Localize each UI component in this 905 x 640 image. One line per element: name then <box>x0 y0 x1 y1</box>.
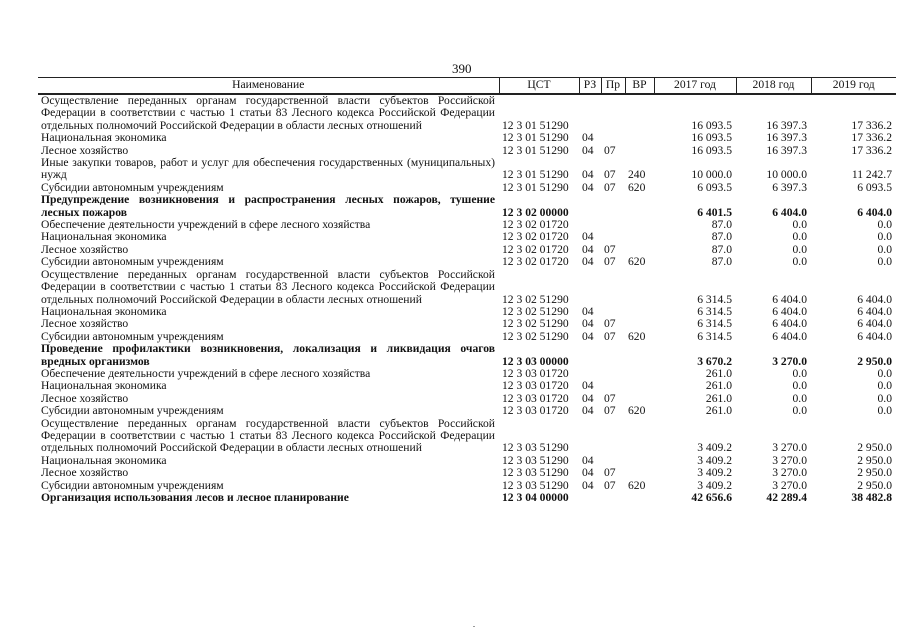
row-rz <box>579 194 601 219</box>
row-pr <box>601 380 625 392</box>
row-vr <box>625 145 654 157</box>
row-2017: 3 409.2 <box>697 466 732 480</box>
header-2019: 2019 год <box>811 78 896 95</box>
table-row <box>38 492 896 504</box>
row-2018: 0.0 <box>792 366 807 380</box>
row-2018: 3 270.0 <box>772 478 807 492</box>
row-2018: 16 397.3 <box>766 131 807 145</box>
row-cst: 12 3 01 51290 <box>502 131 569 145</box>
row-2018: 6 404.0 <box>772 205 807 219</box>
row-2018: 10 000.0 <box>766 168 807 182</box>
row-2017: 16 093.5 <box>691 131 732 145</box>
row-cst: 12 3 01 51290 <box>502 168 569 182</box>
table-row <box>38 306 896 318</box>
row-vr <box>625 94 654 132</box>
row-vr <box>625 194 654 219</box>
row-vr <box>625 492 654 504</box>
table-row <box>38 318 896 330</box>
table-row <box>38 405 896 417</box>
table-body <box>38 94 896 504</box>
row-rz: 04 <box>582 230 594 244</box>
row-2019: 6 404.0 <box>857 317 892 331</box>
row-name: Проведение профилактики возникновения, локализация и ликвидация очагов вредных организмов <box>41 342 495 368</box>
row-2017: 3 409.2 <box>697 453 732 467</box>
row-2019: 17 336.2 <box>851 131 892 145</box>
row-vr: 620 <box>628 180 646 194</box>
row-2017: 3 409.2 <box>697 441 732 455</box>
row-name: Осуществление переданных органам государственной власти субъектов Российской Федерации в соответствии с частью 1 статьи 83 Лесного кодекса Российской Федерации отдельных полномочий Российской Федерации в области лесных отношений <box>41 267 495 306</box>
row-2019: 17 336.2 <box>851 143 892 157</box>
row-2019: 0.0 <box>877 230 892 244</box>
scan-mark <box>473 626 475 627</box>
row-2019: 6 404.0 <box>857 329 892 343</box>
row-name: Предупреждение возникновения и распространения лесных пожаров, тушение лесных пожаров <box>41 193 495 219</box>
header-2018: 2018 год <box>736 78 811 95</box>
row-name: Лесное хозяйство <box>41 317 129 331</box>
row-cst: 12 3 02 01720 <box>502 218 569 232</box>
row-2017: 261.0 <box>705 391 732 405</box>
row-rz: 04 <box>582 453 594 467</box>
row-cst: 12 3 02 51290 <box>502 329 569 343</box>
row-vr <box>625 231 654 243</box>
row-rz: 04 <box>582 242 594 256</box>
row-pr: 07 <box>604 255 616 269</box>
row-2017: 6 401.5 <box>697 205 732 219</box>
row-cst: 12 3 03 01720 <box>502 366 569 380</box>
row-rz: 04 <box>582 329 594 343</box>
row-2018: 0.0 <box>792 218 807 232</box>
row-2017: 6 314.5 <box>697 329 732 343</box>
row-2019: 2 950.0 <box>857 466 892 480</box>
row-2017: 42 656.6 <box>691 491 732 504</box>
row-2018: 3 270.0 <box>772 441 807 455</box>
table-row <box>38 132 896 144</box>
table-row <box>38 343 896 368</box>
row-name: Лесное хозяйство <box>41 143 129 157</box>
table-row <box>38 231 896 243</box>
row-2019: 2 950.0 <box>857 478 892 492</box>
row-cst: 12 3 03 01720 <box>502 404 569 418</box>
row-vr <box>625 219 654 231</box>
header-cst: ЦСТ <box>499 78 579 95</box>
row-pr: 07 <box>604 404 616 418</box>
row-name: Национальная экономика <box>41 379 167 393</box>
row-vr <box>625 467 654 479</box>
row-cst: 12 3 03 51290 <box>502 478 569 492</box>
row-cst: 12 3 02 51290 <box>502 317 569 331</box>
row-cst: 12 3 01 51290 <box>502 118 569 132</box>
row-vr <box>625 318 654 330</box>
page-number: 390 <box>452 61 472 76</box>
row-2019: 6 093.5 <box>857 180 892 194</box>
row-2017: 87.0 <box>711 218 732 232</box>
row-pr: 07 <box>604 478 616 492</box>
header-rz: РЗ <box>579 78 601 95</box>
row-pr: 07 <box>604 466 616 480</box>
row-cst: 12 3 01 51290 <box>502 143 569 157</box>
row-vr <box>625 368 654 380</box>
row-rz: 04 <box>582 478 594 492</box>
row-2019: 0.0 <box>877 242 892 256</box>
row-pr <box>601 492 625 504</box>
row-rz <box>579 492 601 504</box>
row-vr: 240 <box>628 168 646 182</box>
row-cst: 12 3 03 01720 <box>502 379 569 393</box>
row-2019: 17 336.2 <box>851 118 892 132</box>
row-2019: 6 404.0 <box>857 304 892 318</box>
row-2019: 0.0 <box>877 404 892 418</box>
row-cst: 12 3 02 51290 <box>502 304 569 318</box>
row-cst: 12 3 03 01720 <box>502 391 569 405</box>
row-rz: 04 <box>582 466 594 480</box>
row-cst: 12 3 04 00000 <box>502 491 569 504</box>
row-name: Обеспечение деятельности учреждений в сфере лесного хозяйства <box>41 218 371 232</box>
table-row <box>38 455 896 467</box>
table-row <box>38 269 896 306</box>
table-row <box>38 94 896 132</box>
header-name: Наименование <box>38 78 499 95</box>
row-vr: 620 <box>628 329 646 343</box>
row-cst: 12 3 02 00000 <box>502 205 569 219</box>
row-cst: 12 3 03 51290 <box>502 441 569 455</box>
row-name: Организация использования лесов и лесное планирование <box>41 491 349 504</box>
row-pr: 07 <box>604 242 616 256</box>
row-pr: 07 <box>604 329 616 343</box>
row-cst: 12 3 03 00000 <box>502 354 569 368</box>
row-pr <box>601 132 625 144</box>
row-name: Лесное хозяйство <box>41 466 129 480</box>
row-2019: 0.0 <box>877 218 892 232</box>
table-row <box>38 368 896 380</box>
row-cst: 12 3 02 01720 <box>502 255 569 269</box>
row-pr <box>601 219 625 231</box>
row-rz: 04 <box>582 131 594 145</box>
row-rz: 04 <box>582 317 594 331</box>
row-2017: 261.0 <box>705 404 732 418</box>
row-vr: 620 <box>628 478 646 492</box>
row-2017: 87.0 <box>711 255 732 269</box>
table-row <box>38 157 896 182</box>
header-pr: Пр <box>601 78 625 95</box>
row-2017: 10 000.0 <box>691 168 732 182</box>
row-2019: 6 404.0 <box>857 205 892 219</box>
table-row <box>38 380 896 392</box>
row-name: Национальная экономика <box>41 304 167 318</box>
row-pr <box>601 94 625 132</box>
row-rz: 04 <box>582 255 594 269</box>
row-name: Субсидии автономным учреждениям <box>41 180 224 194</box>
row-vr <box>625 306 654 318</box>
row-2018: 0.0 <box>792 404 807 418</box>
row-rz: 04 <box>582 304 594 318</box>
row-name: Лесное хозяйство <box>41 391 129 405</box>
table-row <box>38 194 896 219</box>
row-vr <box>625 380 654 392</box>
row-pr <box>601 194 625 219</box>
row-pr <box>601 343 625 368</box>
row-2018: 6 404.0 <box>772 329 807 343</box>
row-2018: 6 404.0 <box>772 292 807 306</box>
row-2018: 3 270.0 <box>772 453 807 467</box>
header-vr: ВР <box>625 78 654 95</box>
row-2018: 0.0 <box>792 230 807 244</box>
row-rz <box>579 94 601 132</box>
row-2017: 3 409.2 <box>697 478 732 492</box>
row-rz: 04 <box>582 180 594 194</box>
row-2017: 261.0 <box>705 379 732 393</box>
row-pr <box>601 269 625 306</box>
row-name: Осуществление переданных органам государственной власти субъектов Российской Федерации в соответствии с частью 1 статьи 83 Лесного кодекса Российской Федерации отдельных полномочий Российской Федерации в области лесных отношений <box>41 94 495 132</box>
row-pr: 07 <box>604 180 616 194</box>
row-2017: 16 093.5 <box>691 143 732 157</box>
table-row <box>38 256 896 268</box>
table-row <box>38 467 896 479</box>
row-2017: 261.0 <box>705 366 732 380</box>
row-2018: 16 397.3 <box>766 143 807 157</box>
row-rz <box>579 418 601 455</box>
row-name: Иные закупки товаров, работ и услуг для обеспечения государственных (муниципальных) нужд <box>41 156 495 182</box>
row-2018: 0.0 <box>792 379 807 393</box>
row-2017: 16 093.5 <box>691 118 732 132</box>
row-2019: 0.0 <box>877 366 892 380</box>
row-name: Обеспечение деятельности учреждений в сфере лесного хозяйства <box>41 366 371 380</box>
row-pr: 07 <box>604 391 616 405</box>
row-2017: 6 314.5 <box>697 292 732 306</box>
row-name: Субсидии автономным учреждениям <box>41 404 224 418</box>
row-rz <box>579 269 601 306</box>
row-cst: 12 3 02 51290 <box>502 292 569 306</box>
row-2019: 6 404.0 <box>857 292 892 306</box>
row-vr <box>625 418 654 455</box>
row-pr: 07 <box>604 168 616 182</box>
row-rz <box>579 343 601 368</box>
row-2019: 2 950.0 <box>857 354 892 368</box>
row-vr <box>625 343 654 368</box>
row-2019: 0.0 <box>877 255 892 269</box>
row-2018: 6 404.0 <box>772 304 807 318</box>
row-name: Осуществление переданных органам государственной власти субъектов Российской Федерации в соответствии с частью 1 статьи 83 Лесного кодекса Российской Федерации отдельных полномочий Российской Федерации в области лесных отношений <box>41 416 495 455</box>
header-2017: 2017 год <box>654 78 736 95</box>
row-vr <box>625 132 654 144</box>
row-name: Национальная экономика <box>41 230 167 244</box>
row-name: Лесное хозяйство <box>41 242 129 256</box>
row-2019: 11 242.7 <box>851 168 892 182</box>
row-2018: 16 397.3 <box>766 118 807 132</box>
row-cst: 12 3 02 01720 <box>502 242 569 256</box>
row-name: Субсидии автономным учреждениям <box>41 255 224 269</box>
row-2018: 42 289.4 <box>766 491 807 504</box>
row-name: Национальная экономика <box>41 453 167 467</box>
row-2019: 38 482.8 <box>851 491 892 504</box>
table-row <box>38 219 896 231</box>
row-2018: 6 397.3 <box>772 180 807 194</box>
row-2018: 0.0 <box>792 391 807 405</box>
row-2019: 2 950.0 <box>857 453 892 467</box>
row-vr <box>625 455 654 467</box>
row-pr: 07 <box>604 317 616 331</box>
row-name: Национальная экономика <box>41 131 167 145</box>
row-2017: 3 670.2 <box>697 354 732 368</box>
row-rz: 04 <box>582 143 594 157</box>
row-pr <box>601 368 625 380</box>
row-vr: 620 <box>628 255 646 269</box>
row-2017: 6 314.5 <box>697 304 732 318</box>
row-pr <box>601 231 625 243</box>
row-vr: 620 <box>628 404 646 418</box>
row-cst: 12 3 03 51290 <box>502 466 569 480</box>
row-2017: 87.0 <box>711 230 732 244</box>
row-cst: 12 3 02 01720 <box>502 230 569 244</box>
row-pr: 07 <box>604 143 616 157</box>
row-2017: 6 314.5 <box>697 317 732 331</box>
budget-table <box>38 77 896 504</box>
row-rz: 04 <box>582 404 594 418</box>
row-2018: 3 270.0 <box>772 466 807 480</box>
row-2017: 87.0 <box>711 242 732 256</box>
row-2019: 0.0 <box>877 391 892 405</box>
row-2018: 3 270.0 <box>772 354 807 368</box>
row-cst: 12 3 03 51290 <box>502 453 569 467</box>
row-rz: 04 <box>582 379 594 393</box>
table-row <box>38 418 896 455</box>
row-2018: 6 404.0 <box>772 317 807 331</box>
row-rz: 04 <box>582 391 594 405</box>
row-name: Субсидии автономным учреждениям <box>41 329 224 343</box>
row-pr <box>601 418 625 455</box>
row-2017: 6 093.5 <box>697 180 732 194</box>
row-2018: 0.0 <box>792 255 807 269</box>
row-2019: 2 950.0 <box>857 441 892 455</box>
row-cst: 12 3 01 51290 <box>502 180 569 194</box>
row-2019: 0.0 <box>877 379 892 393</box>
row-name: Субсидии автономным учреждениям <box>41 478 224 492</box>
row-vr <box>625 269 654 306</box>
row-rz: 04 <box>582 168 594 182</box>
row-2018: 0.0 <box>792 242 807 256</box>
table-header-row <box>38 78 896 95</box>
